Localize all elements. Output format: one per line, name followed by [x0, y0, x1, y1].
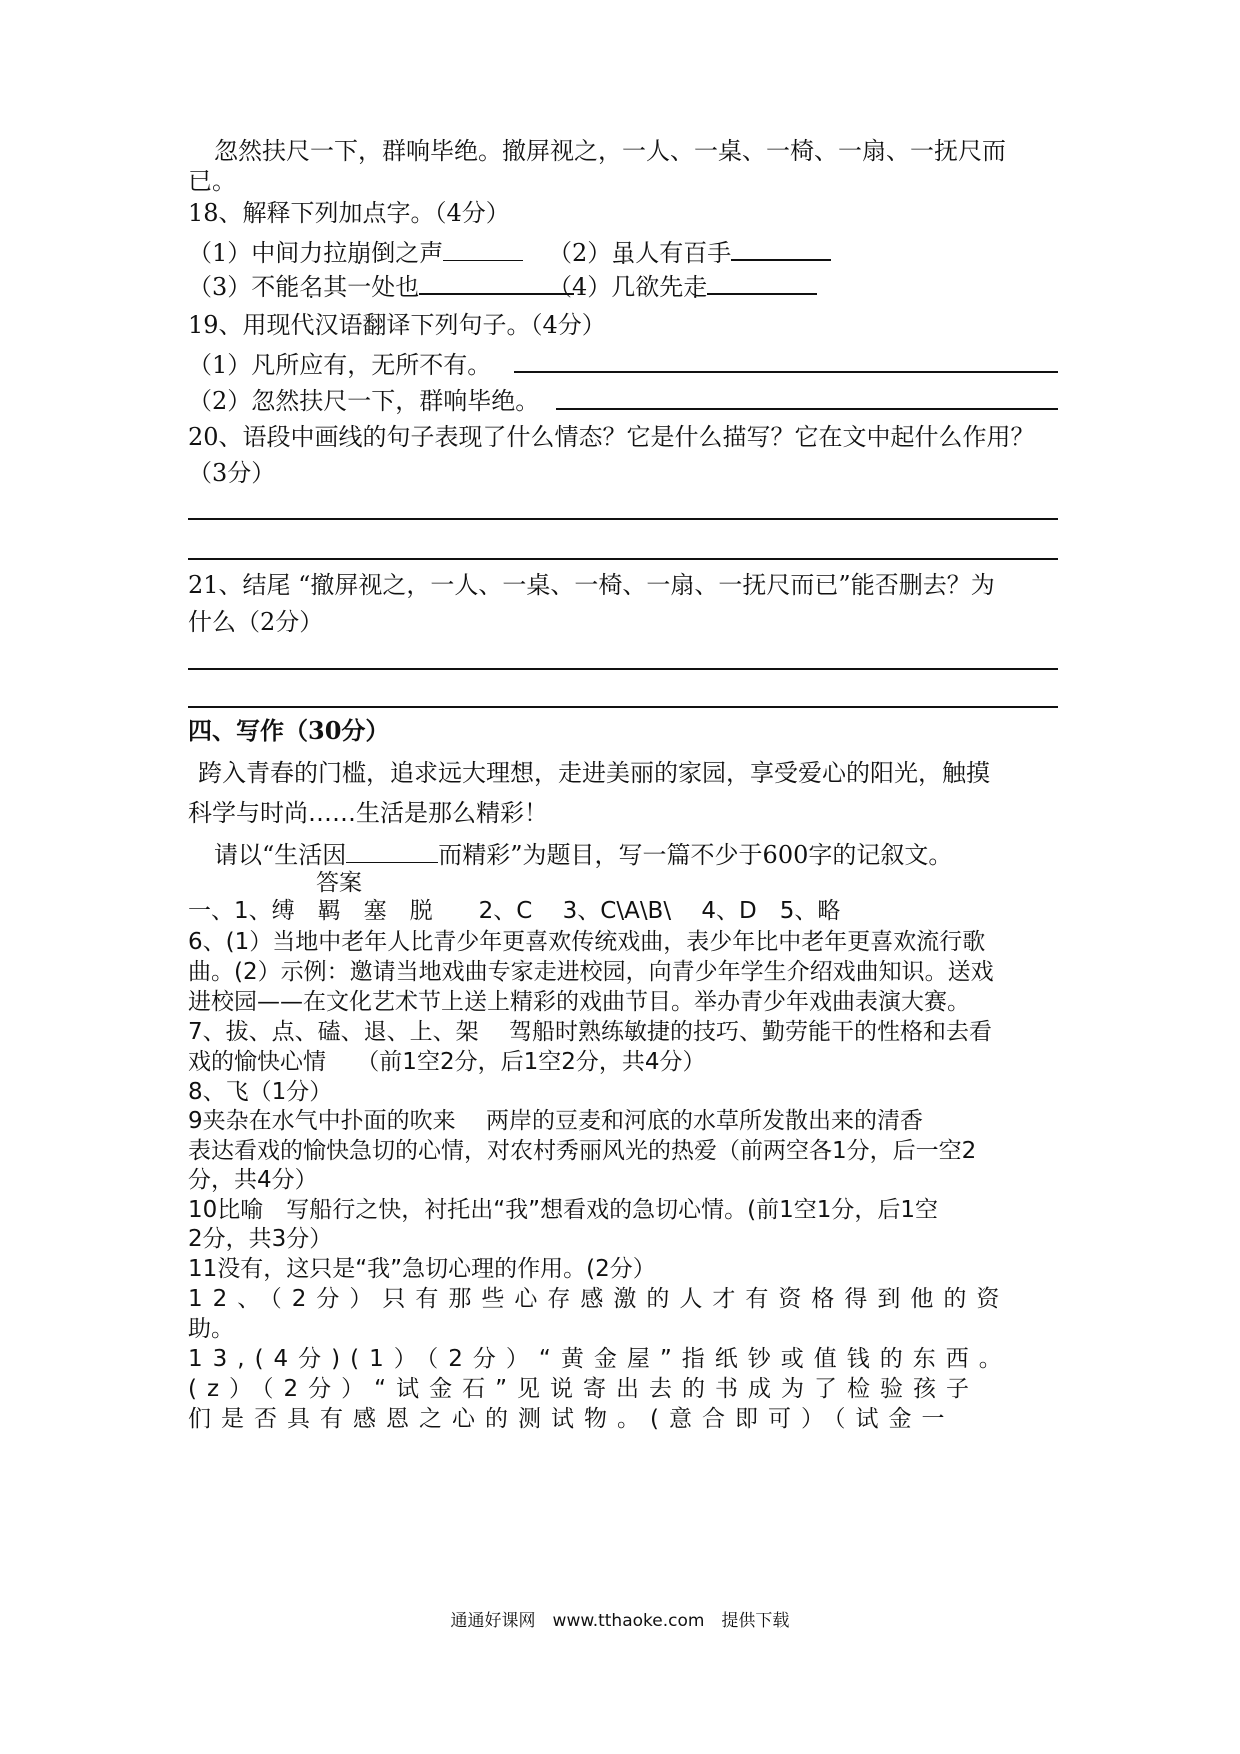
q20-line-2: （3分） — [188, 459, 276, 487]
q19-answer-line-1[interactable] — [514, 371, 1058, 373]
answer-8: 8、飞（1分） — [188, 1079, 333, 1105]
q18-item-3 — [188, 270, 574, 304]
writing-intro-2: 科学与时尚……生活是那么精彩！ — [188, 799, 548, 827]
answer-10-line-2: 2分，共3分） — [188, 1226, 333, 1252]
q18-answer-blank-1[interactable] — [443, 238, 523, 261]
q18-title: 18、解释下列加点字。（4分） — [188, 199, 510, 227]
answer-10-line-1: 10比喻 写船行之快，衬托出“我”想看戏的急切心情。(前1空1分，后1空 — [188, 1197, 938, 1223]
q18-item-2 — [548, 236, 831, 270]
q20-answer-line-1[interactable] — [188, 518, 1058, 520]
answer-13-line-1: 13,(4分)(1）（2分）“黄金屋”指纸钞或值钱的东西。 — [188, 1346, 1012, 1372]
q19-item-1: （1）凡所应有，无所不有。 — [188, 351, 492, 379]
writing-title-blank[interactable] — [346, 840, 438, 863]
writing-prompt-text-end: 而精彩”为题目，写一篇不少于600字的记叙文。 — [438, 841, 953, 869]
passage-line-1: 忽然扶尺一下，群响毕绝。撤屏视之，一人、一桌、一椅、一扇、一抚尺而 — [214, 137, 1006, 165]
q18-dotted-char-4: 走 — [683, 273, 708, 301]
q18-item-1 — [188, 236, 523, 270]
answer-7-line-1: 7、拔、点、磕、退、上、架 驾船时熟练敏捷的技巧、勤劳能干的性格和去看 — [188, 1019, 992, 1045]
answer-6-line-1: 6、(1）当地中老年人比青少年更喜欢传统戏曲，表少年比中老年更喜欢流行歌 — [188, 929, 986, 955]
q19-title: 19、用现代汉语翻译下列句子。（4分） — [188, 311, 606, 339]
q18-dotted-char-3: 名 — [299, 273, 324, 301]
answer-9-line-1: 9夹杂在水气中扑面的吹来 两岸的豆麦和河底的水草所发散出来的清香 — [188, 1108, 923, 1134]
q18-item-4 — [548, 270, 817, 304]
q21-answer-line-2[interactable] — [188, 706, 1058, 708]
q18-item-4-text: （4）几欲先 — [548, 273, 684, 301]
answers-heading: 答案 — [316, 870, 362, 896]
q20-line-1: 20、语段中画线的句子表现了什么情态？它是什么描写？它在文中起什么作用？ — [188, 423, 1035, 451]
q19-answer-line-2[interactable] — [556, 408, 1058, 410]
q18-item-2-text: （2） — [548, 239, 612, 267]
q18-item-3-text: （3）不能 — [188, 273, 300, 301]
answer-9-line-2: 表达看戏的愉快急切的心情，对农村秀丽风光的热爱（前两空各1分，后一空2 — [188, 1138, 977, 1164]
answer-13-line-3: 们是否具有感恩之心的测试物。(意合即可）（试金一 — [188, 1406, 955, 1432]
writing-intro-1: 跨入青春的门槛，追求远大理想，走进美丽的家园，享受爱心的阳光，触摸 — [198, 759, 990, 787]
writing-heading: 四、写作（30分） — [188, 716, 390, 745]
q21-line-2: 什么（2分） — [188, 608, 324, 636]
q20-answer-line-2[interactable] — [188, 558, 1058, 560]
answer-6-line-3: 进校园——在文化艺术节上送上精彩的戏曲节目。举办青少年戏曲表演大赛。 — [188, 989, 970, 1015]
q19-item-2: （2）忽然扶尺一下，群响毕绝。 — [188, 387, 540, 415]
answer-9-line-3: 分，共4分） — [188, 1167, 318, 1193]
q21-line-1: 21、结尾 “撤屏视之，一人、一桌、一椅、一扇、一抚尺而已”能否删去？为 — [188, 571, 995, 599]
q18-item-2-text-end: 人有百手 — [635, 239, 732, 267]
q18-dotted-char-2: 虽 — [611, 239, 636, 267]
answer-1: 一、1、缚 羁 塞 脱 2、C 3、C\A\B\ 4、D 5、略 — [188, 898, 841, 924]
page-footer: 通通好课网 www.tthaoke.com 提供下载 — [450, 1611, 790, 1631]
passage-line-2: 已。 — [188, 167, 236, 195]
answer-13-line-2: (z）（2分）“试金石”见说寄出去的书成为了检验孩子 — [188, 1376, 980, 1402]
writing-prompt-text: 请以“生活因 — [214, 841, 347, 869]
answer-7-line-2: 戏的愉快心情 （前1空2分，后1空2分，共4分） — [188, 1049, 706, 1075]
q21-answer-line-1[interactable] — [188, 668, 1058, 670]
q18-item-1-text-end: 倒之声 — [371, 239, 444, 267]
q18-item-1-text: （1）中间力拉 — [188, 239, 348, 267]
q18-answer-blank-4[interactable] — [707, 271, 817, 295]
answer-12-line-1: 12、（2分）只有那些心存感激的人才有资格得到他的资 — [188, 1286, 1010, 1312]
answer-6-line-2: 曲。(2）示例：邀请当地戏曲专家走进校园，向青少年学生介绍戏曲知识。送戏 — [188, 959, 994, 985]
answer-11: 11没有，这只是“我”急切心理的作用。(2分） — [188, 1256, 656, 1282]
answer-12-line-2: 助。 — [188, 1316, 234, 1342]
q18-item-3-text-end: 其一处也 — [323, 273, 420, 301]
q18-dotted-char-1: 崩 — [347, 239, 372, 267]
q18-answer-blank-2[interactable] — [731, 237, 831, 261]
